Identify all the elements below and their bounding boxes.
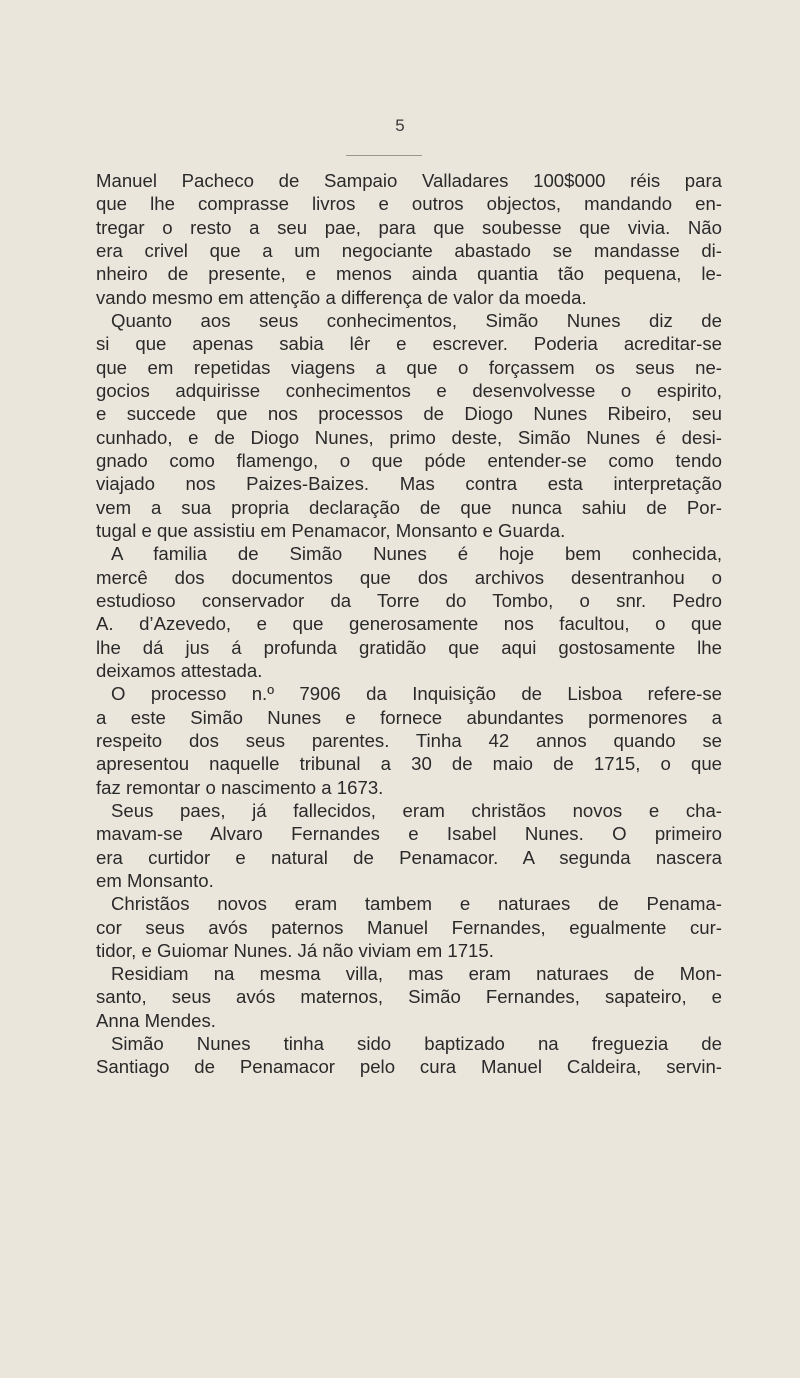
header-rule — [346, 155, 422, 156]
text-line: mavam-se Alvaro Fernandes e Isabel Nunes. O primeiro — [96, 823, 722, 845]
text-line: A familia de Simão Nunes é hoje bem conhecida, — [111, 543, 722, 565]
text-line: faz remontar o nascimento a 1673. — [96, 776, 384, 798]
text-line: que em repetidas viagens a que o forçassem os seus ne- — [96, 356, 722, 378]
text-line: Christãos novos eram tambem e naturaes de Penama- — [111, 893, 722, 915]
text-line: e succede que nos processos de Diogo Nunes Ribeiro, seu — [96, 403, 722, 425]
text-line: a este Simão Nunes e fornece abundantes pormenores a — [96, 706, 722, 728]
text-line: Anna Mendes. — [96, 1009, 216, 1031]
text-line: respeito dos seus parentes. Tinha 42 annos quando se — [96, 729, 722, 751]
text-line: santo, seus avós maternos, Simão Fernandes, sapateiro, e — [96, 986, 722, 1008]
text-line: mercê dos documentos que dos archivos desentranhou o — [96, 566, 722, 588]
text-line: lhe dá jus á profunda gratidão que aqui gostosamente lhe — [96, 636, 722, 658]
page-number: 5 — [395, 116, 405, 135]
body-text — [96, 169, 722, 1079]
text-line: O processo n.º 7906 da Inquisição de Lisboa refere-se — [111, 683, 722, 705]
text-line: gnado como flamengo, o que póde entender-se como tendo — [96, 449, 722, 471]
text-line: A. d’Azevedo, e que generosamente nos facultou, o que — [96, 613, 722, 635]
text-line: cor seus avós paternos Manuel Fernandes, egualmente cur- — [96, 916, 722, 938]
text-line: si que apenas sabia lêr e escrever. Poderia acreditar-se — [96, 333, 722, 355]
text-line: era curtidor e natural de Penamacor. A segunda nascera — [96, 846, 722, 868]
text-line: deixamos attestada. — [96, 659, 263, 681]
text-line: Quanto aos seus conhecimentos, Simão Nunes diz de — [111, 309, 722, 331]
text-line: vando mesmo em attenção a differença de valor da moeda. — [96, 286, 587, 308]
text-line: viajado nos Paizes-Baizes. Mas contra esta interpretação — [96, 473, 722, 495]
text-line: tidor, e Guiomar Nunes. Já não viviam em 1715. — [96, 939, 494, 961]
text-line: nheiro de presente, e menos ainda quantia tão pequena, le- — [96, 263, 722, 285]
text-line: tregar o resto a seu pae, para que soubesse que vivia. Não — [96, 216, 722, 238]
text-line: que lhe comprasse livros e outros objectos, mandando en- — [96, 193, 722, 215]
text-line: Manuel Pacheco de Sampaio Valladares 100$000 réis para — [96, 170, 722, 191]
text-line: em Monsanto. — [96, 869, 214, 891]
text-line: estudioso conservador da Torre do Tombo, o snr. Pedro — [96, 589, 722, 611]
text-line: Seus paes, já fallecidos, eram christãos novos e cha- — [111, 799, 722, 821]
text-line: Santiago de Penamacor pelo cura Manuel Caldeira, servin- — [96, 1056, 722, 1078]
text-line: Residiam na mesma villa, mas eram naturaes de Mon- — [111, 963, 722, 985]
text-line: Simão Nunes tinha sido baptizado na freguezia de — [111, 1033, 722, 1055]
text-line: gocios adquirisse conhecimentos e desenvolvesse o espirito, — [96, 379, 722, 401]
text-line: tugal e que assistiu em Penamacor, Monsanto e Guarda. — [96, 519, 566, 541]
text-line: era crivel que a um negociante abastado se mandasse di- — [96, 239, 722, 261]
text-line: apresentou naquelle tribunal a 30 de maio de 1715, o que — [96, 753, 722, 775]
text-line: vem a sua propria declaração de que nunca sahiu de Por- — [96, 496, 722, 518]
text-line: cunhado, e de Diogo Nunes, primo deste, Simão Nunes é desi- — [96, 426, 722, 448]
